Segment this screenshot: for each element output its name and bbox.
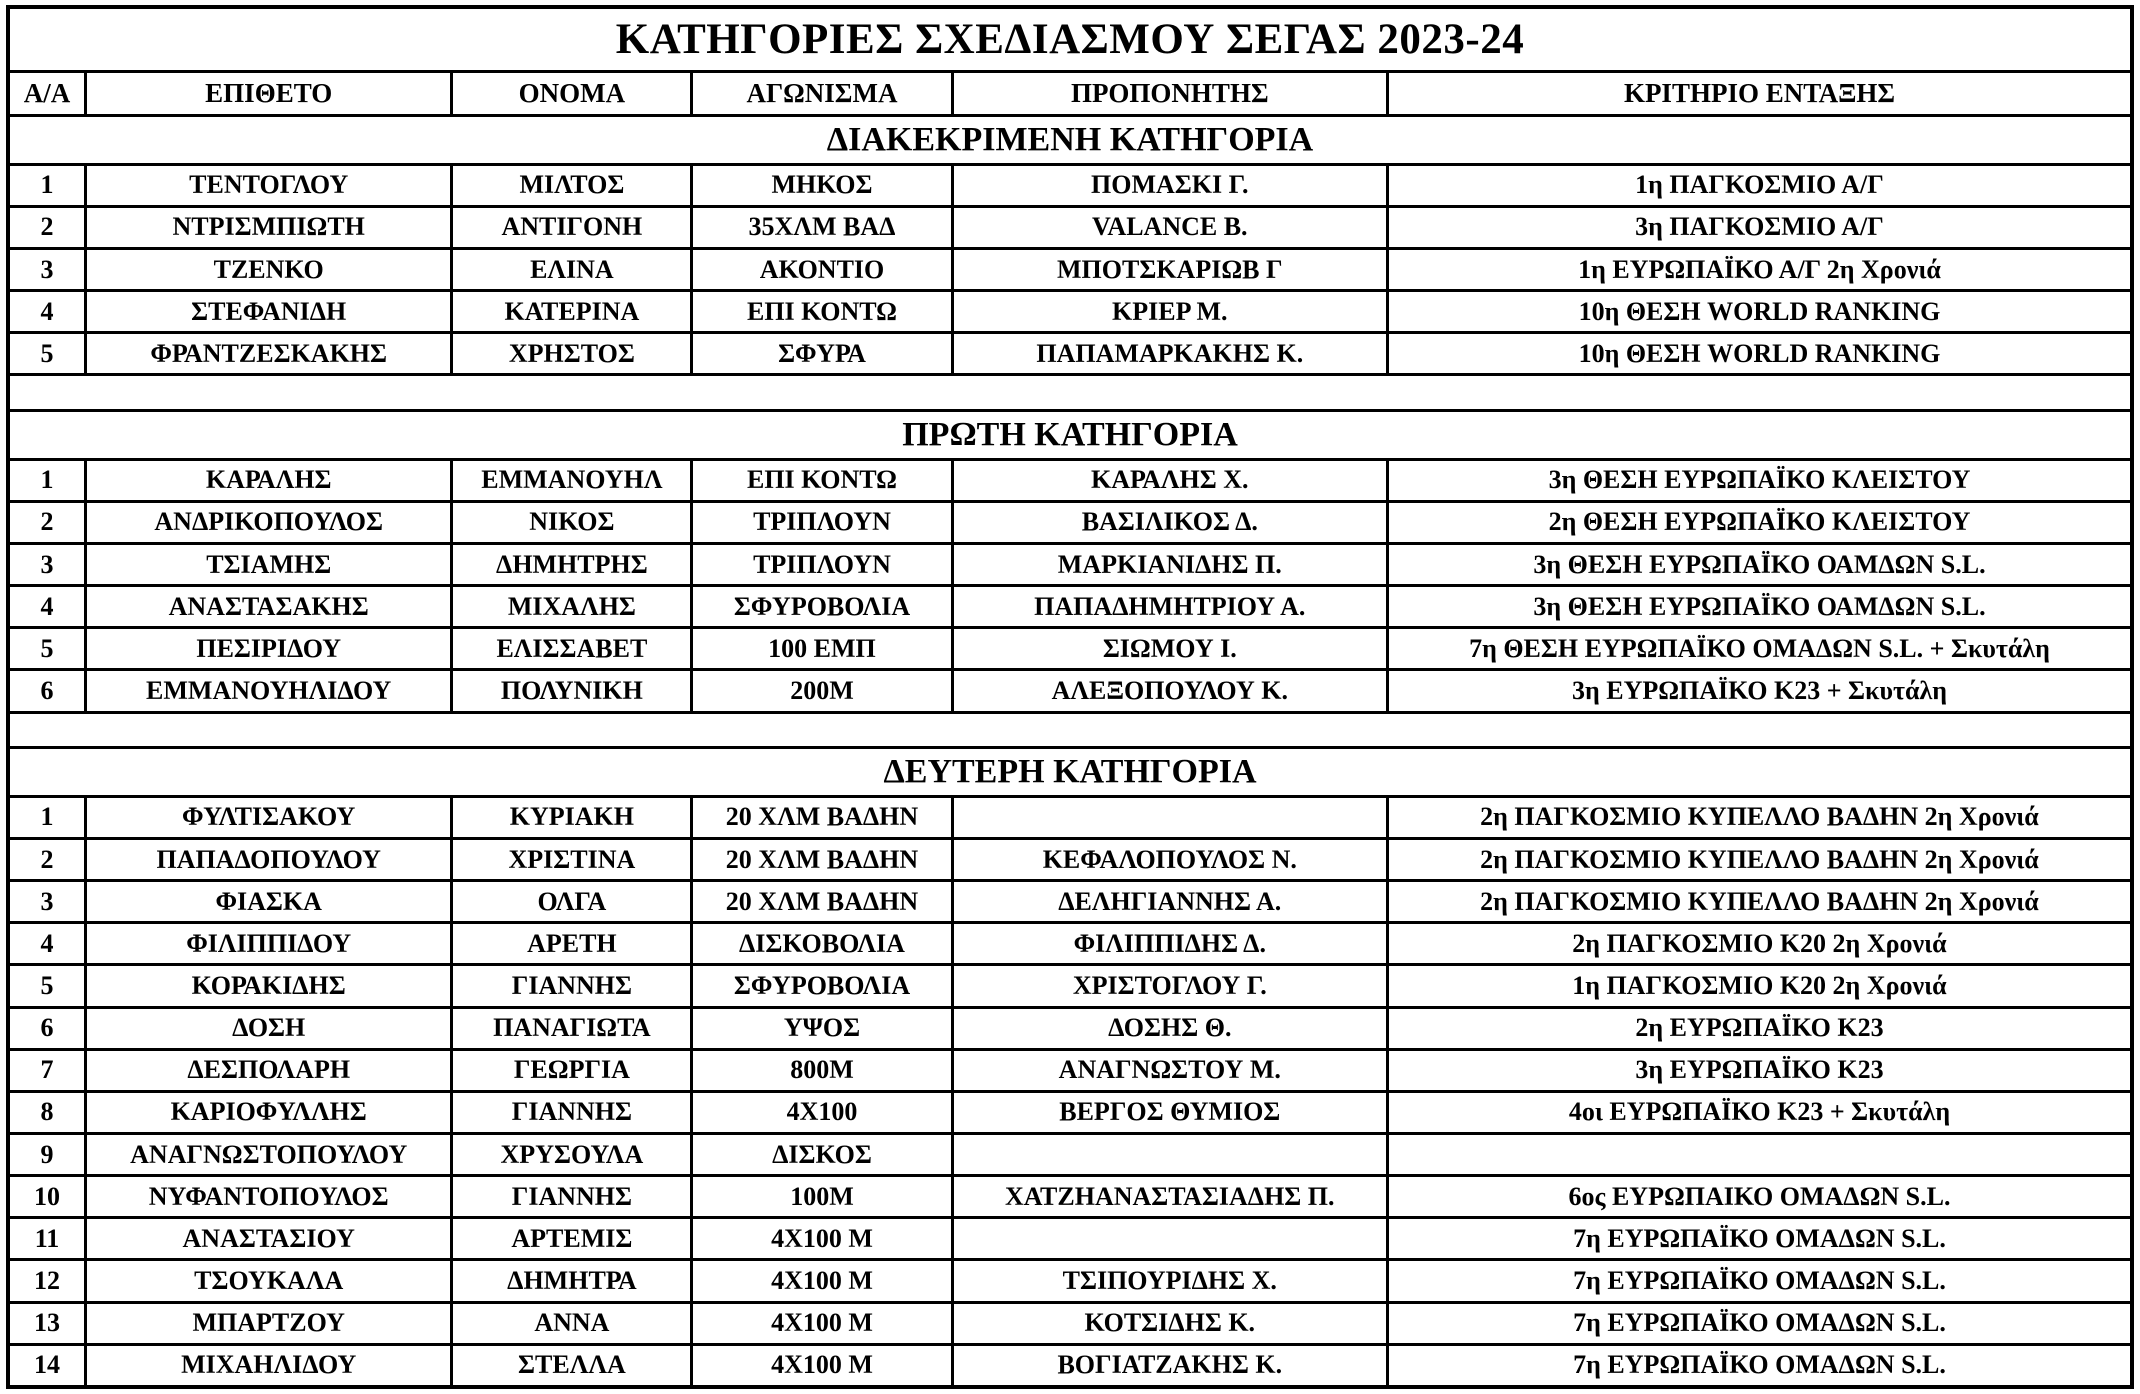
- cell-event: ΣΦΥΡΑ: [692, 333, 952, 375]
- cell-surname: ΑΝΑΣΤΑΣΑΚΗΣ: [86, 586, 452, 628]
- cell-event: ΕΠΙ ΚΟΝΤΩ: [692, 291, 952, 333]
- column-header-coach: ΠΡΟΠΟΝΗΤΗΣ: [952, 71, 1387, 115]
- cell-coach: ΑΝΑΓΝΩΣΤΟΥ Μ.: [952, 1049, 1387, 1091]
- cell-coach: [952, 1133, 1387, 1175]
- table-row: [8, 628, 2132, 670]
- cell-surname: ΤΖΕΝΚΟ: [86, 249, 452, 291]
- table-row: [8, 291, 2132, 333]
- spacer-row: [8, 712, 2132, 748]
- cell-name: ΔΗΜΗΤΡΑ: [452, 1260, 692, 1302]
- cell-coach: ΚΑΡΑΛΗΣ Χ.: [952, 459, 1387, 501]
- cell-criterion: 1η ΕΥΡΩΠΑΪΚΟ Α/Γ 2η Χρονιά: [1387, 249, 2132, 291]
- cell-aa: 9: [8, 1133, 86, 1175]
- segas-planning-table: [6, 5, 2134, 1389]
- section-heading-row: [8, 748, 2132, 797]
- cell-event: 35ΧΛΜ ΒΑΔ: [692, 206, 952, 248]
- cell-name: ΔΗΜΗΤΡΗΣ: [452, 543, 692, 585]
- cell-coach: ΠΟΜΑΣΚΙ Γ.: [952, 164, 1387, 206]
- cell-coach: VALANCE B.: [952, 206, 1387, 248]
- cell-coach: ΠΑΠΑΜΑΡΚΑΚΗΣ Κ.: [952, 333, 1387, 375]
- column-header-event: ΑΓΩΝΙΣΜΑ: [692, 71, 952, 115]
- cell-criterion: 3η ΕΥΡΩΠΑΪΚΟ Κ23: [1387, 1049, 2132, 1091]
- cell-event: ΜΗΚΟΣ: [692, 164, 952, 206]
- cell-aa: 14: [8, 1344, 86, 1387]
- cell-surname: ΚΟΡΑΚΙΔΗΣ: [86, 965, 452, 1007]
- cell-event: 4Χ100: [692, 1091, 952, 1133]
- cell-name: ΠΑΝΑΓΙΩΤΑ: [452, 1007, 692, 1049]
- table-row: [8, 586, 2132, 628]
- cell-aa: 6: [8, 670, 86, 712]
- cell-event: 100Μ: [692, 1176, 952, 1218]
- section-heading: ΔΙΑΚΕΚΡΙΜΕΝΗ ΚΑΤΗΓΟΡΙΑ: [8, 116, 2132, 165]
- cell-criterion: 2η ΠΑΓΚΟΣΜΙΟ ΚΥΠΕΛΛΟ ΒΑΔΗΝ 2η Χρονιά: [1387, 881, 2132, 923]
- page-title: ΚΑΤΗΓΟΡΙΕΣ ΣΧΕΔΙΑΣΜΟΥ ΣΕΓΑΣ 2023-24: [8, 7, 2132, 71]
- table-row: [8, 333, 2132, 375]
- cell-event: ΣΦΥΡΟΒΟΛΙΑ: [692, 965, 952, 1007]
- spacer-cell: [8, 375, 2132, 411]
- cell-coach: ΔΕΛΗΓΙΑΝΝΗΣ Α.: [952, 881, 1387, 923]
- cell-surname: ΑΝΔΡΙΚΟΠΟΥΛΟΣ: [86, 501, 452, 543]
- cell-coach: ΧΑΤΖΗΑΝΑΣΤΑΣΙΑΔΗΣ Π.: [952, 1176, 1387, 1218]
- cell-criterion: 10η ΘΕΣΗ WORLD RANKING: [1387, 291, 2132, 333]
- cell-event: 20 ΧΛΜ ΒΑΔΗΝ: [692, 796, 952, 838]
- cell-coach: [952, 1218, 1387, 1260]
- cell-name: ΑΡΕΤΗ: [452, 923, 692, 965]
- cell-event: 4Χ100 Μ: [692, 1344, 952, 1387]
- cell-criterion: 3η ΕΥΡΩΠΑΪΚΟ Κ23 + Σκυτάλη: [1387, 670, 2132, 712]
- cell-coach: ΚΡΙΕΡ Μ.: [952, 291, 1387, 333]
- cell-event: 20 ΧΛΜ ΒΑΔΗΝ: [692, 881, 952, 923]
- column-header-criterion: ΚΡΙΤΗΡΙΟ ΕΝΤΑΞΗΣ: [1387, 71, 2132, 115]
- cell-aa: 8: [8, 1091, 86, 1133]
- cell-aa: 5: [8, 965, 86, 1007]
- cell-coach: ΜΠΟΤΣΚΑΡΙΩΒ Γ: [952, 249, 1387, 291]
- table-body: [8, 7, 2132, 1387]
- table-row: [8, 206, 2132, 248]
- cell-surname: ΣΤΕΦΑΝΙΔΗ: [86, 291, 452, 333]
- cell-aa: 2: [8, 838, 86, 880]
- cell-coach: ΑΛΕΞΟΠΟΥΛΟΥ Κ.: [952, 670, 1387, 712]
- cell-surname: ΦΙΛΙΠΠΙΔΟΥ: [86, 923, 452, 965]
- cell-criterion: 2η ΕΥΡΩΠΑΪΚΟ Κ23: [1387, 1007, 2132, 1049]
- table-row: [8, 1344, 2132, 1387]
- cell-surname: ΦΥΛΤΙΣΑΚΟΥ: [86, 796, 452, 838]
- cell-coach: ΚΟΤΣΙΔΗΣ Κ.: [952, 1302, 1387, 1344]
- cell-coach: ΧΡΙΣΤΟΓΛΟΥ Γ.: [952, 965, 1387, 1007]
- cell-name: ΓΕΩΡΓΙΑ: [452, 1049, 692, 1091]
- cell-criterion: 3η ΘΕΣΗ ΕΥΡΩΠΑΪΚΟ ΟΑΜΔΩΝ S.L.: [1387, 586, 2132, 628]
- cell-surname: ΤΕΝΤΟΓΛΟΥ: [86, 164, 452, 206]
- cell-name: ΚΥΡΙΑΚΗ: [452, 796, 692, 838]
- table-row: [8, 1302, 2132, 1344]
- table-row: [8, 249, 2132, 291]
- cell-criterion: 6ος ΕΥΡΩΠΑΙΚΟ ΟΜΑΔΩΝ S.L.: [1387, 1176, 2132, 1218]
- cell-name: ΜΙΧΑΛΗΣ: [452, 586, 692, 628]
- table-row: [8, 543, 2132, 585]
- cell-surname: ΑΝΑΓΝΩΣΤΟΠΟΥΛΟΥ: [86, 1133, 452, 1175]
- cell-event: ΑΚΟΝΤΙΟ: [692, 249, 952, 291]
- table-row: [8, 1176, 2132, 1218]
- cell-event: ΥΨΟΣ: [692, 1007, 952, 1049]
- table-row: [8, 1133, 2132, 1175]
- table-row: [8, 923, 2132, 965]
- cell-surname: ΝΤΡΙΣΜΠΙΩΤΗ: [86, 206, 452, 248]
- cell-aa: 1: [8, 164, 86, 206]
- cell-coach: ΒΟΓΙΑΤΖΑΚΗΣ Κ.: [952, 1344, 1387, 1387]
- cell-criterion: 3η ΘΕΣΗ ΕΥΡΩΠΑΪΚΟ ΟΑΜΔΩΝ S.L.: [1387, 543, 2132, 585]
- cell-surname: ΤΣΟΥΚΑΛΑ: [86, 1260, 452, 1302]
- cell-surname: ΜΠΑΡΤΖΟΥ: [86, 1302, 452, 1344]
- section-heading: ΠΡΩΤΗ ΚΑΤΗΓΟΡΙΑ: [8, 411, 2132, 460]
- cell-event: ΣΦΥΡΟΒΟΛΙΑ: [692, 586, 952, 628]
- cell-event: ΤΡΙΠΛΟΥΝ: [692, 501, 952, 543]
- cell-coach: ΜΑΡΚΙΑΝΙΔΗΣ Π.: [952, 543, 1387, 585]
- cell-event: 200Μ: [692, 670, 952, 712]
- cell-event: ΤΡΙΠΛΟΥΝ: [692, 543, 952, 585]
- table-row: [8, 501, 2132, 543]
- cell-aa: 11: [8, 1218, 86, 1260]
- table-row: [8, 796, 2132, 838]
- cell-name: ΑΡΤΕΜΙΣ: [452, 1218, 692, 1260]
- spacer-cell: [8, 712, 2132, 748]
- cell-surname: ΚΑΡΑΛΗΣ: [86, 459, 452, 501]
- cell-aa: 3: [8, 543, 86, 585]
- table-row: [8, 965, 2132, 1007]
- cell-criterion: 2η ΘΕΣΗ ΕΥΡΩΠΑΪΚΟ ΚΛΕΙΣΤΟΥ: [1387, 501, 2132, 543]
- cell-criterion: 1η ΠΑΓΚΟΣΜΙΟ Κ20 2η Χρονιά: [1387, 965, 2132, 1007]
- cell-aa: 4: [8, 586, 86, 628]
- cell-aa: 3: [8, 881, 86, 923]
- table-row: [8, 1260, 2132, 1302]
- cell-name: ΓΙΑΝΝΗΣ: [452, 1176, 692, 1218]
- cell-surname: ΚΑΡΙΟΦΥΛΛΗΣ: [86, 1091, 452, 1133]
- cell-event: 100 ΕΜΠ: [692, 628, 952, 670]
- cell-event: ΕΠΙ ΚΟΝΤΩ: [692, 459, 952, 501]
- spacer-row: [8, 375, 2132, 411]
- cell-coach: ΤΣΙΠΟΥΡΙΔΗΣ Χ.: [952, 1260, 1387, 1302]
- cell-criterion: [1387, 1133, 2132, 1175]
- cell-coach: ΒΑΣΙΛΙΚΟΣ Δ.: [952, 501, 1387, 543]
- cell-surname: ΦΙΑΣΚΑ: [86, 881, 452, 923]
- cell-criterion: 10η ΘΕΣΗ WORLD RANKING: [1387, 333, 2132, 375]
- cell-event: 4Χ100 Μ: [692, 1260, 952, 1302]
- cell-criterion: 7η ΕΥΡΩΠΑΪΚΟ ΟΜΑΔΩΝ S.L.: [1387, 1260, 2132, 1302]
- cell-criterion: 3η ΘΕΣΗ ΕΥΡΩΠΑΪΚΟ ΚΛΕΙΣΤΟΥ: [1387, 459, 2132, 501]
- cell-coach: ΒΕΡΓΟΣ ΘΥΜΙΟΣ: [952, 1091, 1387, 1133]
- cell-surname: ΠΕΣΙΡΙΔΟΥ: [86, 628, 452, 670]
- section-heading-row: [8, 411, 2132, 460]
- cell-criterion: 1η ΠΑΓΚΟΣΜΙΟ Α/Γ: [1387, 164, 2132, 206]
- cell-coach: ΣΙΩΜΟΥ Ι.: [952, 628, 1387, 670]
- cell-criterion: 2η ΠΑΓΚΟΣΜΙΟ ΚΥΠΕΛΛΟ ΒΑΔΗΝ 2η Χρονιά: [1387, 838, 2132, 880]
- cell-aa: 4: [8, 923, 86, 965]
- cell-coach: ΔΟΣΗΣ Θ.: [952, 1007, 1387, 1049]
- cell-event: ΔΙΣΚΟΣ: [692, 1133, 952, 1175]
- cell-aa: 5: [8, 628, 86, 670]
- cell-event: ΔΙΣΚΟΒΟΛΙΑ: [692, 923, 952, 965]
- cell-name: ΠΟΛΥΝΙΚΗ: [452, 670, 692, 712]
- cell-criterion: 7η ΕΥΡΩΠΑΪΚΟ ΟΜΑΔΩΝ S.L.: [1387, 1344, 2132, 1387]
- cell-aa: 5: [8, 333, 86, 375]
- cell-aa: 10: [8, 1176, 86, 1218]
- cell-aa: 3: [8, 249, 86, 291]
- cell-name: ΕΛΙΣΣΑΒΕΤ: [452, 628, 692, 670]
- cell-aa: 12: [8, 1260, 86, 1302]
- cell-criterion: 2η ΠΑΓΚΟΣΜΙΟ ΚΥΠΕΛΛΟ ΒΑΔΗΝ 2η Χρονιά: [1387, 796, 2132, 838]
- column-header-row: [8, 71, 2132, 115]
- cell-surname: ΝΥΦΑΝΤΟΠΟΥΛΟΣ: [86, 1176, 452, 1218]
- cell-name: ΧΡΙΣΤΙΝΑ: [452, 838, 692, 880]
- cell-event: 800Μ: [692, 1049, 952, 1091]
- cell-aa: 2: [8, 501, 86, 543]
- cell-criterion: 3η ΠΑΓΚΟΣΜΙΟ Α/Γ: [1387, 206, 2132, 248]
- cell-coach: [952, 796, 1387, 838]
- cell-surname: ΑΝΑΣΤΑΣΙΟΥ: [86, 1218, 452, 1260]
- table-row: [8, 881, 2132, 923]
- cell-surname: ΕΜΜΑΝΟΥΗΛΙΔΟΥ: [86, 670, 452, 712]
- table-row: [8, 1049, 2132, 1091]
- cell-surname: ΤΣΙΑΜΗΣ: [86, 543, 452, 585]
- cell-name: ΑΝΝΑ: [452, 1302, 692, 1344]
- cell-name: ΚΑΤΕΡΙΝΑ: [452, 291, 692, 333]
- table-row: [8, 164, 2132, 206]
- cell-surname: ΠΑΠΑΔΟΠΟΥΛΟΥ: [86, 838, 452, 880]
- cell-criterion: 7η ΕΥΡΩΠΑΪΚΟ ΟΜΑΔΩΝ S.L.: [1387, 1218, 2132, 1260]
- cell-name: ΟΛΓΑ: [452, 881, 692, 923]
- table-row: [8, 1091, 2132, 1133]
- cell-name: ΕΜΜΑΝΟΥΗΛ: [452, 459, 692, 501]
- table-row: [8, 1218, 2132, 1260]
- title-row: [8, 7, 2132, 71]
- cell-surname: ΦΡΑΝΤΖΕΣΚΑΚΗΣ: [86, 333, 452, 375]
- section-heading: ΔΕΥΤΕΡΗ ΚΑΤΗΓΟΡΙΑ: [8, 748, 2132, 797]
- cell-name: ΜΙΛΤΟΣ: [452, 164, 692, 206]
- column-header-name: ΟΝΟΜΑ: [452, 71, 692, 115]
- table-row: [8, 670, 2132, 712]
- cell-event: 20 ΧΛΜ ΒΑΔΗΝ: [692, 838, 952, 880]
- table-row: [8, 459, 2132, 501]
- cell-surname: ΔΟΣΗ: [86, 1007, 452, 1049]
- cell-aa: 7: [8, 1049, 86, 1091]
- cell-event: 4Χ100 Μ: [692, 1218, 952, 1260]
- cell-coach: ΠΑΠΑΔΗΜΗΤΡΙΟΥ Α.: [952, 586, 1387, 628]
- cell-aa: 13: [8, 1302, 86, 1344]
- cell-event: 4Χ100 Μ: [692, 1302, 952, 1344]
- cell-name: ΓΙΑΝΝΗΣ: [452, 1091, 692, 1133]
- column-header-surname: ΕΠΙΘΕΤΟ: [86, 71, 452, 115]
- section-heading-row: [8, 116, 2132, 165]
- cell-aa: 4: [8, 291, 86, 333]
- cell-name: ΝΙΚΟΣ: [452, 501, 692, 543]
- cell-name: ΑΝΤΙΓΟΝΗ: [452, 206, 692, 248]
- cell-aa: 2: [8, 206, 86, 248]
- cell-coach: ΚΕΦΑΛΟΠΟΥΛΟΣ Ν.: [952, 838, 1387, 880]
- cell-surname: ΜΙΧΑΗΛΙΔΟΥ: [86, 1344, 452, 1387]
- cell-criterion: 4οι ΕΥΡΩΠΑΪΚΟ Κ23 + Σκυτάλη: [1387, 1091, 2132, 1133]
- column-header-aa: Α/Α: [8, 71, 86, 115]
- cell-aa: 1: [8, 459, 86, 501]
- cell-name: ΕΛΙΝΑ: [452, 249, 692, 291]
- cell-name: ΧΡΗΣΤΟΣ: [452, 333, 692, 375]
- cell-coach: ΦΙΛΙΠΠΙΔΗΣ Δ.: [952, 923, 1387, 965]
- table-row: [8, 838, 2132, 880]
- cell-name: ΧΡΥΣΟΥΛΑ: [452, 1133, 692, 1175]
- cell-aa: 1: [8, 796, 86, 838]
- cell-aa: 6: [8, 1007, 86, 1049]
- cell-criterion: 7η ΘΕΣΗ ΕΥΡΩΠΑΪΚΟ ΟΜΑΔΩΝ S.L. + Σκυτάλη: [1387, 628, 2132, 670]
- cell-criterion: 2η ΠΑΓΚΟΣΜΙΟ Κ20 2η Χρονιά: [1387, 923, 2132, 965]
- cell-name: ΓΙΑΝΝΗΣ: [452, 965, 692, 1007]
- cell-surname: ΔΕΣΠΟΛΑΡΗ: [86, 1049, 452, 1091]
- cell-criterion: 7η ΕΥΡΩΠΑΪΚΟ ΟΜΑΔΩΝ S.L.: [1387, 1302, 2132, 1344]
- cell-name: ΣΤΕΛΛΑ: [452, 1344, 692, 1387]
- table-row: [8, 1007, 2132, 1049]
